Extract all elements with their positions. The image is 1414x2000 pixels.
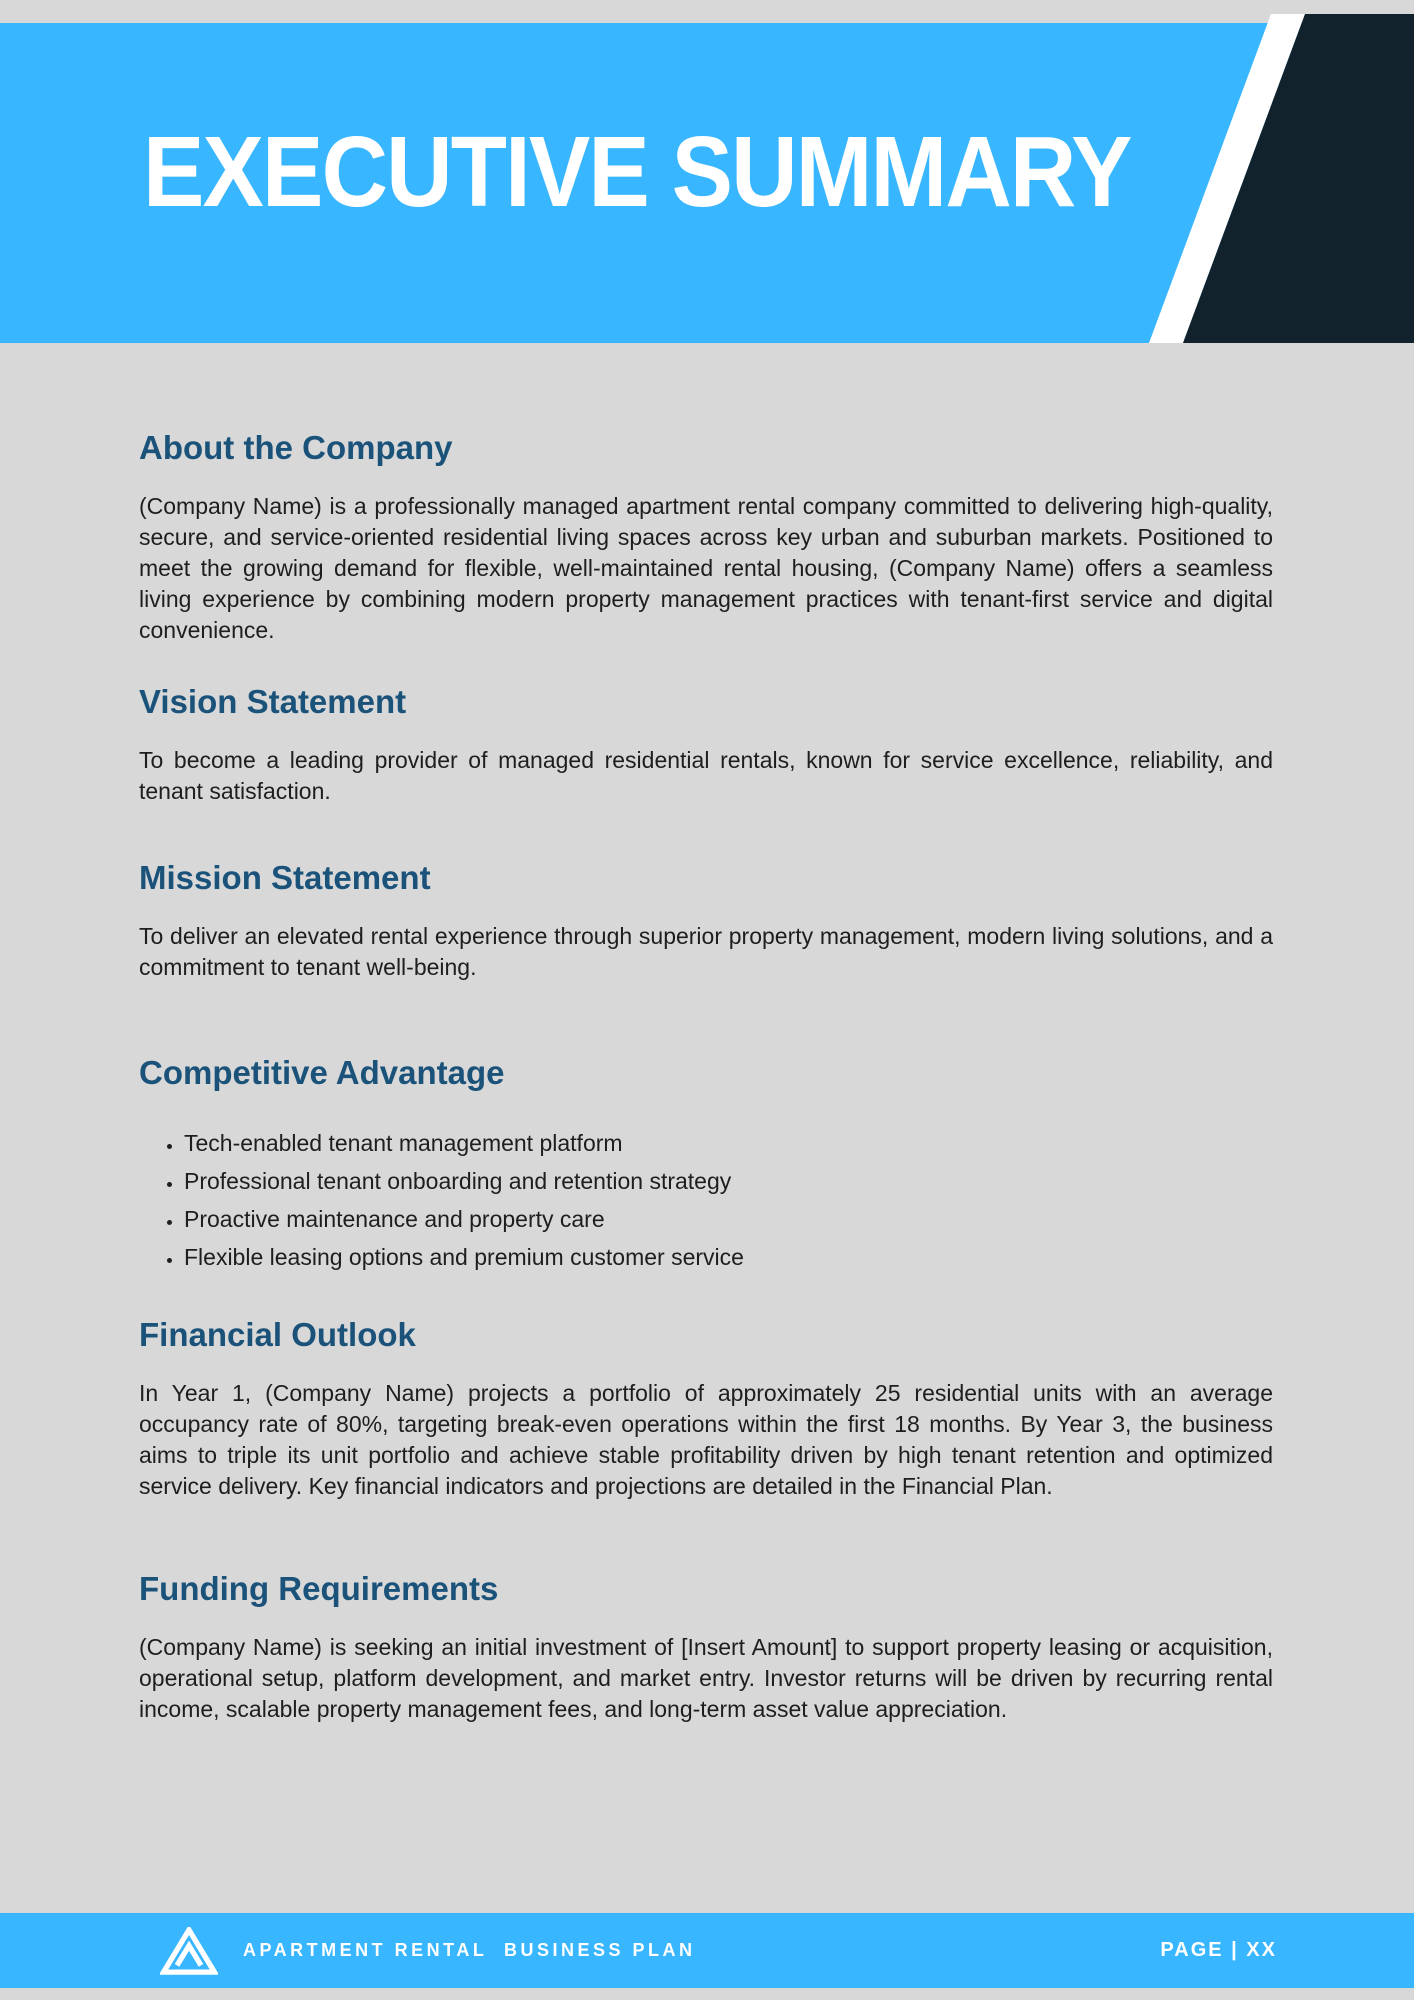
section-vision-statement — [139, 683, 1273, 807]
section-paragraph: (Company Name) is a professionally managed apartment rental company committed to delivering high-quality, secure, and service-oriented residential living spaces across key urban and suburban markets. Positioned to meet the growing demand for flexible, well-maintained rental housing, (Company Name) offers a seamless living experience by combining modern property management practices with tenant-first service and digital convenience. — [139, 493, 1273, 643]
section-heading: Mission Statement — [139, 859, 431, 896]
section-heading: Funding Requirements — [139, 1570, 499, 1607]
section-paragraph: (Company Name) is seeking an initial investment of [Insert Amount] to support property leasing or acquisition, operational setup, platform development, and market entry. Investor returns will be driven by recurring rental income, scalable property management fees, and long-term asset value appreciation. — [139, 1634, 1273, 1722]
section-financial-outlook — [139, 1316, 1273, 1502]
page-content — [0, 343, 1414, 1725]
footer-brand-text: APARTMENT RENTAL BUSINESS PLAN — [243, 1940, 696, 1960]
competitive-advantage-list — [139, 1116, 1273, 1273]
triangle-mountain-logo-icon — [160, 1927, 218, 1975]
section-funding-requirements — [139, 1570, 1273, 1725]
list-item: • Professional tenant onboarding and retention strategy — [184, 1166, 1273, 1197]
page-footer — [0, 1913, 1414, 1988]
section-paragraph: To become a leading provider of managed residential rentals, known for service excellence, reliability, and tenant satisfaction. — [139, 747, 1273, 804]
section-heading: Vision Statement — [139, 683, 407, 720]
section-heading: Financial Outlook — [139, 1316, 416, 1353]
page-header — [0, 0, 1414, 343]
section-paragraph: To deliver an elevated rental experience through superior property management, modern living solutions, and a commitment to tenant well-being. — [139, 923, 1273, 980]
section-heading: Competitive Advantage — [139, 1054, 505, 1091]
page-title: EXECUTIVE SUMMARY — [143, 116, 1131, 228]
footer-page-number: PAGE | XX — [1160, 1939, 1277, 1961]
section-about-the-company — [139, 429, 1273, 646]
section-competitive-advantage — [139, 1054, 1273, 1273]
list-item: • Tech-enabled tenant management platform — [184, 1128, 1273, 1159]
list-item: • Proactive maintenance and property care — [184, 1204, 1273, 1235]
list-item: • Flexible leasing options and premium customer service — [184, 1242, 1273, 1273]
footer-brand-group — [160, 1927, 696, 1975]
section-paragraph: In Year 1, (Company Name) projects a portfolio of approximately 25 residential units with an average occupancy rate of 80%, targeting break-even operations within the first 18 months. By Year 3, the business aims to triple its unit portfolio and achieve stable profitability driven by high tenant retention and optimized service delivery. Key financial indicators and projections are detailed in the Financial Plan. — [139, 1380, 1273, 1499]
section-heading: About the Company — [139, 429, 453, 466]
section-mission-statement — [139, 859, 1273, 983]
